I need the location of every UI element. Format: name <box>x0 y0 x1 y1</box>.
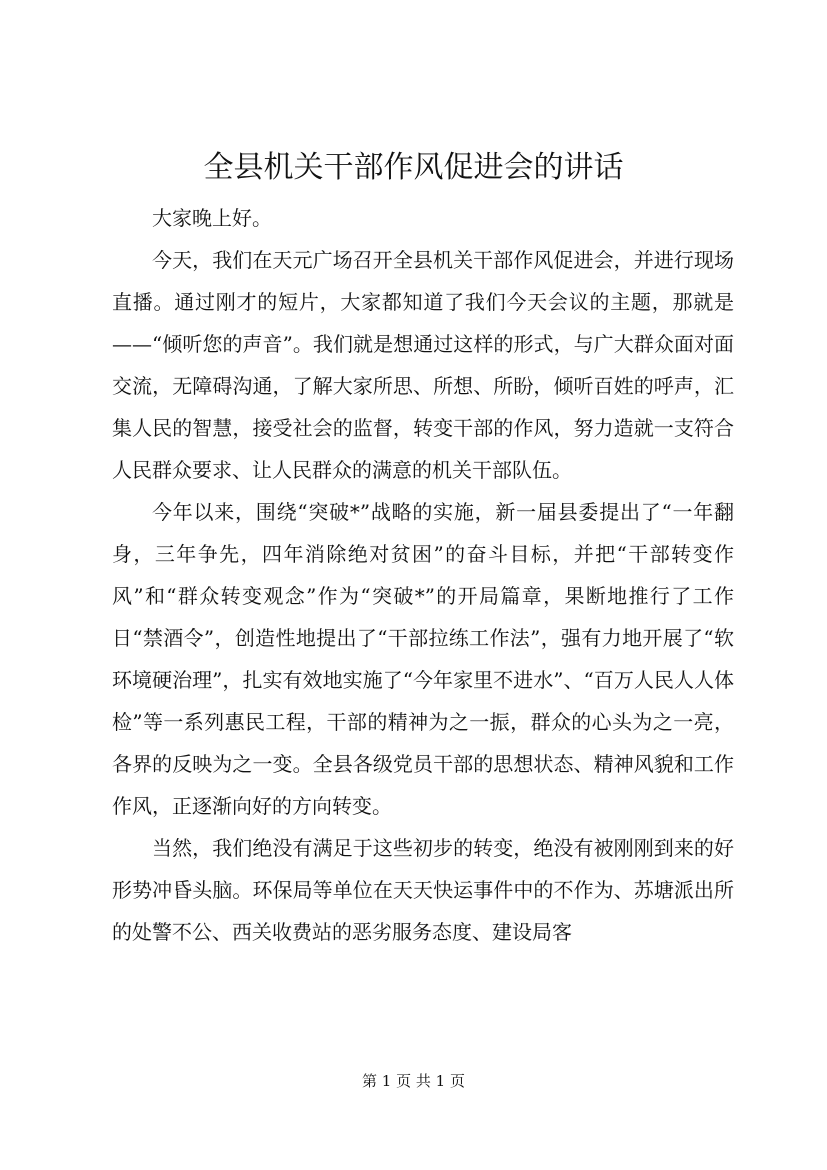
document-title: 全县机关干部作风促进会的讲话 <box>203 150 624 185</box>
paragraph-achievements: 今年以来，围绕“突破*”战略的实施，新一届县委提出了“一年翻身，三年争先，四年消除绝对贫困”的奋斗目标，并把“干部转变作风”和“群众转变观念”作为“突破*”的开局篇章，果断地推行了工作日“禁酒令”，创造性地提出了“干部拉练工作法”，强有力地开展了“软环境硬治理”，扎实有效地实施了“今年家里不进水”、“百万人民人人体检”等一系列惠民工程，干部的精神为之一振，群众的心头为之一亮，各界的反映为之一变。全县各级党员干部的思想状态、精神风貌和工作作风，正逐渐向好的方向转变。 <box>112 500 734 818</box>
paragraph-greeting: 大家晚上好。 <box>152 206 272 230</box>
paragraph-meeting-intro: 今天，我们在天元广场召开全县机关干部作风促进会，并进行现场直播。通过刚才的短片，大家都知道了我们今天会议的主题，那就是——“倾听您的声音”。我们就是想通过这样的形式，与广大群众面对面交流，无障碍沟通，了解大家所思、所想、所盼，倾听百姓的呼声，汇集人民的智慧，接受社会的监督，转变干部的作风，努力造就一支符合人民群众要求、让人民群众的满意的机关干部队伍。 <box>112 248 734 482</box>
page-number-footer: 第 1 页 共 1 页 <box>362 1072 465 1090</box>
paragraph-problems: 当然，我们绝没有满足于这些初步的转变，绝没有被刚刚到来的好形势冲昏头脑。环保局等单位在天天快运事件中的不作为、苏塘派出所的处警不公、西关收费站的恶劣服务态度、建设局客 <box>112 836 734 944</box>
document-body <box>112 197 734 953</box>
